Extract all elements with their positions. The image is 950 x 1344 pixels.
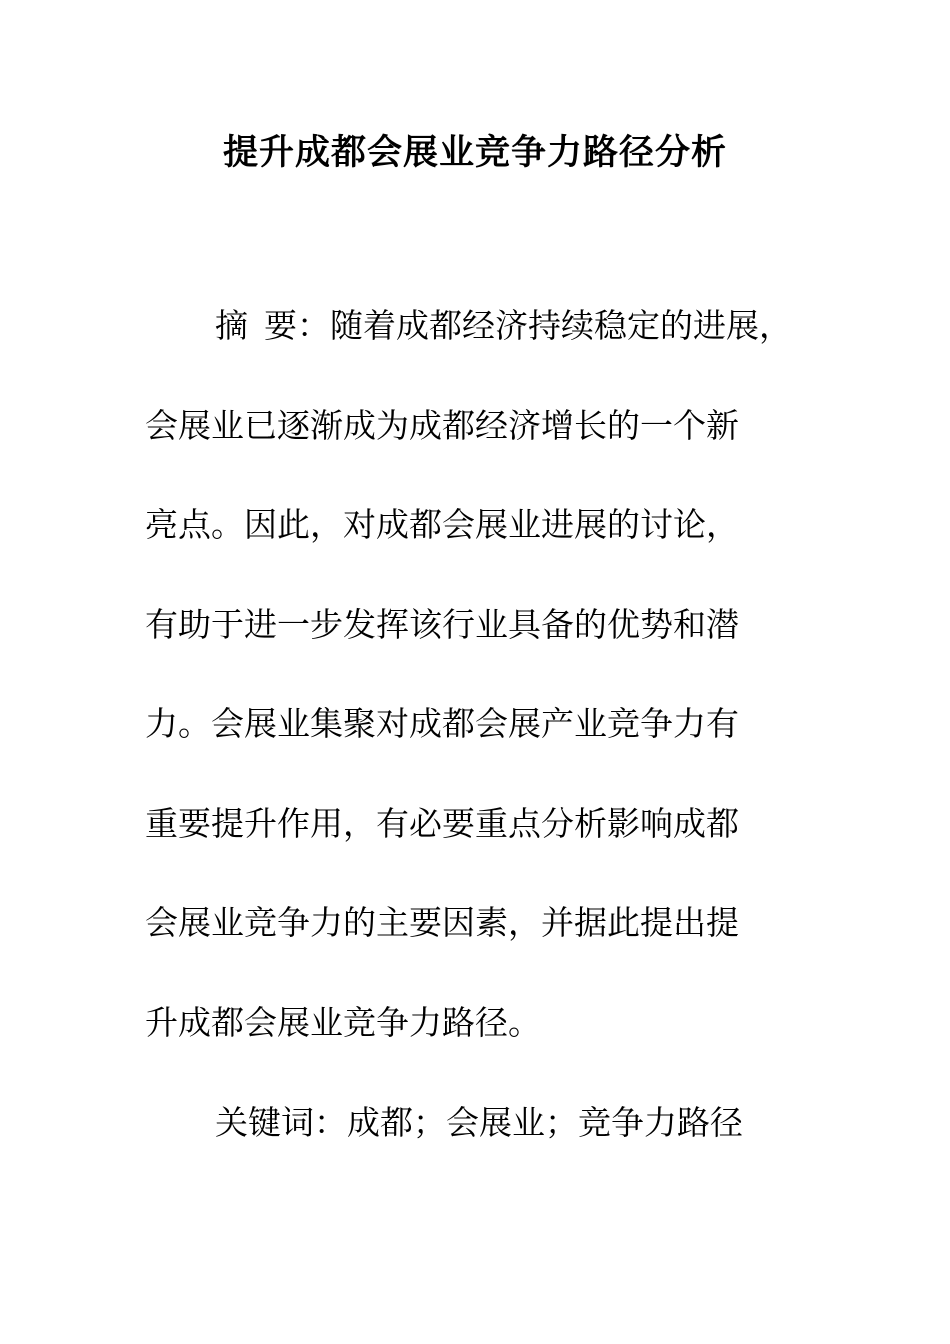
document-title: 提升成都会展业竞争力路径分析 bbox=[222, 133, 727, 173]
abstract-line-8: 升成都会展业竞争力路径。 bbox=[145, 1003, 541, 1042]
keywords-line: 关键词：成都；会展业；竞争力路径 bbox=[215, 1103, 743, 1142]
abstract-line-5: 力。会展业集聚对成都会展产业竞争力有 bbox=[145, 704, 739, 743]
abstract-label-second: 要： bbox=[264, 306, 330, 345]
abstract-first-line bbox=[215, 304, 792, 348]
abstract-line-6: 重要提升作用，有必要重点分析影响成都 bbox=[145, 804, 739, 843]
abstract-label-first: 摘 bbox=[215, 306, 248, 345]
abstract-line-2: 会展业已逐渐成为成都经济增长的一个新 bbox=[145, 406, 739, 445]
abstract-line-7: 会展业竞争力的主要因素，并据此提出提 bbox=[145, 903, 739, 942]
abstract-line-3: 亮点。因此，对成都会展业进展的讨论， bbox=[145, 505, 739, 544]
abstract-line-4: 有助于进一步发挥该行业具备的优势和潜 bbox=[145, 605, 739, 644]
abstract-line-1: 随着成都经济持续稳定的进展， bbox=[330, 306, 792, 345]
